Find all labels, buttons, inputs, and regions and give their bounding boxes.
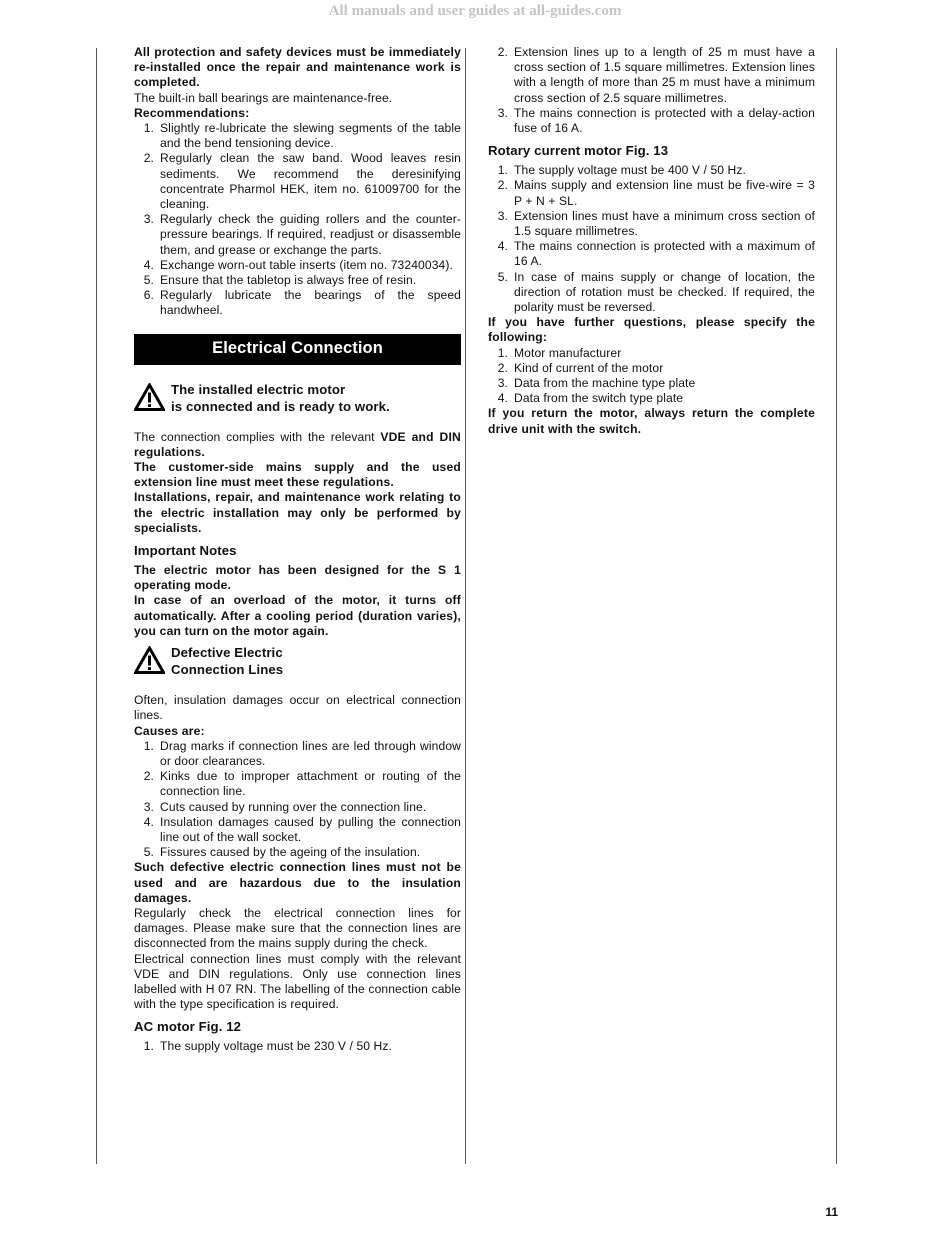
left-column [134,45,461,1055]
list-item: 6. Regularly lubricate the bearings of the speed handwheel. [143,288,461,318]
list-item: 5. Ensure that the tabletop is always free of resin. [143,273,417,288]
rotary-motor-heading: Rotary current motor Fig. 13 [488,143,669,159]
safety-devices-note: All protection and safety devices must be immediately re-installed once the repair and maintenance work is completed. [134,45,461,90]
specialists-note: Installations, repair, and maintenance work relating to the electric installation may only be performed by specialists. [134,490,461,535]
list-item: 2. Kind of current of the motor [497,360,664,375]
labelling-note: Electrical connection lines must comply with the relevant VDE and DIN regulations. Only use connection lines labelled with H 07 RN. The labelling of the connection cable with the type specification is required. [134,951,461,1012]
ac-motor-list [134,1039,461,1054]
ac-motor-heading: AC motor Fig. 12 [134,1019,242,1035]
questions-list [488,346,815,407]
list-item: 2. Mains supply and extension line must be five-wire = 3 P + N + SL. [497,178,815,208]
right-column [488,45,815,437]
warning-triangle-icon [134,383,165,411]
list-item: 3. Cuts caused by running over the connection line. [143,799,427,814]
list-item: 1. The supply voltage must be 230 V / 50 Hz. [143,1039,392,1054]
list-item: 5. Fissures caused by the ageing of the insulation. [143,845,421,860]
mains-supply-note: The customer-side mains supply and the used extension line must meet these regulations. [134,460,461,490]
causes-list [134,739,461,861]
regular-check-note: Regularly check the electrical connection lines for damages. Please make sure that the connection lines are disconnected from the mains supply during the check. [134,905,461,951]
return-motor-note: If you return the motor, always return the complete drive unit with the switch. [488,406,815,436]
left-margin-rule [96,48,97,1164]
page-number: 11 [825,1205,838,1219]
warning-line: Defective Electric [171,645,283,661]
list-item: 1. Motor manufacturer [497,345,622,360]
connection-compliance: The connection complies with the relevant VDE and DIN regulations. [134,429,461,459]
list-item: 4. Data from the switch type plate [497,391,684,406]
list-item: 1. The supply voltage must be 400 V / 50 Hz. [497,163,746,178]
list-item: 3. Regularly check the guiding rollers and the counter-pressure bearings. If required, readjust or disassemble them, and grease or exchange the parts. [143,212,461,257]
list-item: 1. Drag marks if connection lines are led through window or door clearances. [143,738,461,768]
recommendations-heading: Recommendations: [134,105,250,120]
watermark: All manuals and user guides at all-guides.com [328,3,622,19]
causes-heading: Causes are: [134,723,205,738]
list-item: 4. Insulation damages caused by pulling the connection line out of the wall socket. [143,814,461,844]
list-item: 3. Extension lines must have a minimum cross section of 1.5 square millimetres. [497,208,815,239]
recommendations-list [134,121,461,319]
warning-line: The installed electric motor [171,381,346,397]
list-item: 5. In case of mains supply or change of location, the direction of rotation must be checked. If required, the polarity must be reversed. [497,269,815,315]
list-item: 2. Regularly clean the saw band. Wood leaves resin sediments. We recommend the deresinifying concentrate Pharmol HEK, item no. 61009700 for the cleaning. [143,151,461,212]
important-notes-heading: Important Notes [134,543,237,559]
insulation-damage-note: Often, insulation damages occur on electrical connection lines. [134,693,461,723]
list-item: 1. Slightly re-lubricate the slewing segments of the table and the bend tensioning device. [143,121,461,151]
ball-bearings-note: The built-in ball bearings are maintenance-free. [134,90,393,105]
warning-line: is connected and is ready to work. [171,398,390,414]
section-banner: Electrical Connection [134,334,461,365]
warning-triangle-icon [134,646,165,674]
rotary-motor-list [488,163,815,315]
warning-defective-lines [134,644,461,678]
list-item: 2. Kinks due to improper attachment or routing of the connection line. [143,769,461,799]
list-item: 4. Exchange worn-out table inserts (item no. 73240034). [143,257,453,272]
warning-line: Connection Lines [171,662,284,678]
list-item: 3. Data from the machine type plate [497,376,696,391]
warning-motor-connected [134,381,461,415]
column-divider-rule [465,48,466,1164]
overload-note: In case of an overload of the motor, it turns off automatically. After a cooling period (duration varies), you can turn on the motor again. [134,593,461,638]
ac-motor-list-continued [488,45,815,136]
list-item: 3. The mains connection is protected with a delay-action fuse of 16 A. [497,105,815,136]
list-item: 2. Extension lines up to a length of 25 m must have a cross section of 1.5 square millimetres. Extension lines with a length of more than 25 m must have a minimum cross section of 2.5 square millimetres. [497,45,815,105]
right-margin-rule [836,48,837,1164]
further-questions-heading: If you have further questions, please specify the following: [488,315,815,345]
defective-lines-warning: Such defective electric connection lines must not be used and are hazardous due to the insulation damages. [134,860,461,905]
operating-mode-note: The electric motor has been designed for the S 1 operating mode. [134,563,461,593]
list-item: 4. The mains connection is protected with a maximum of 16 A. [497,239,815,269]
